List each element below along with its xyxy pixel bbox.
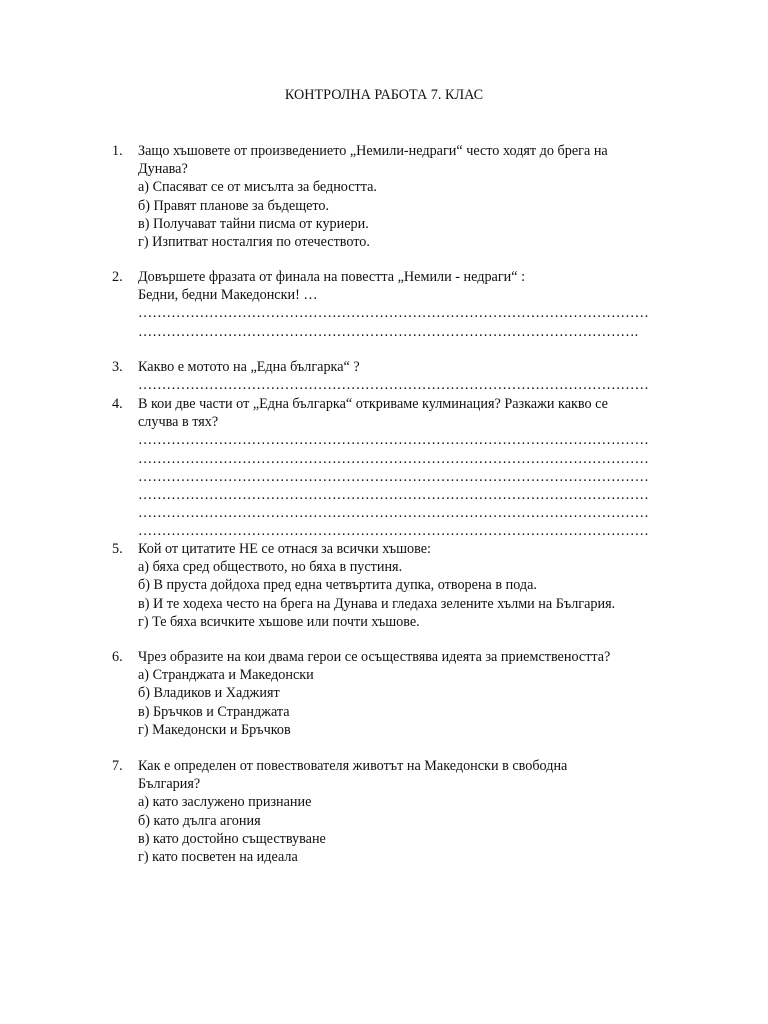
- page-title: КОНТРОЛНА РАБОТА 7. КЛАС: [284, 87, 484, 103]
- answer-blank-line: ………………………………………………………………………………………………: [138, 487, 649, 504]
- question-body: [138, 395, 712, 541]
- question-4: [112, 395, 712, 541]
- answer-option-d: г) Те бяха всичките хъшове или почти хъшове.: [138, 613, 420, 630]
- question-body: [138, 142, 712, 251]
- answer-option-c: в) И те ходеха често на брега на Дунава и гледаха зелените хълми на България.: [138, 595, 616, 612]
- question-number: 6.: [112, 649, 123, 665]
- answer-blank-line: ………………………………………………………………………………………………: [138, 468, 649, 485]
- answer-blank-line: ………………………………………………………………………………………………: [138, 505, 649, 522]
- question-body: [138, 648, 712, 739]
- answer-option-a: а) бяха сред обществото, но бяха в пустиня.: [138, 559, 403, 576]
- answer-option-b: б) Владиков и Хаджият: [138, 685, 280, 702]
- answer-option-d: г) като посветен на идеала: [138, 849, 298, 866]
- answer-blank-line: ………………………………………………………………………………………………: [138, 377, 649, 394]
- question-text: България?: [138, 776, 201, 793]
- question-text: Кой от цитатите НЕ се отнася за всички хъшове:: [138, 541, 431, 557]
- answer-option-a: а) като заслужено признание: [138, 794, 312, 811]
- question-body: [138, 540, 712, 631]
- question-text: Как е определен от повествователя животът на Македонски в свободна: [138, 758, 568, 774]
- answer-option-d: г) Македонски и Бръчков: [138, 721, 291, 738]
- question-text: случва в тях?: [138, 414, 219, 431]
- answer-option-a: а) Спасяват се от мисълта за бедността.: [138, 179, 377, 196]
- answer-option-b: б) Правят планове за бъдещето.: [138, 197, 330, 214]
- question-6: [112, 648, 712, 739]
- question-number: 4.: [112, 396, 123, 412]
- question-number: 3.: [112, 359, 123, 375]
- question-text: Бедни, бедни Македонски! …: [138, 287, 318, 304]
- answer-blank-line: …………………………………………………………………………………………….: [138, 323, 639, 340]
- answer-option-c: в) Получават тайни писма от куриери.: [138, 215, 369, 232]
- question-body: [138, 757, 712, 866]
- question-2: [112, 268, 712, 341]
- question-7: [112, 757, 712, 866]
- question-text: Чрез образите на кои двама герои се осъществява идеята за приемствеността?: [138, 649, 611, 665]
- question-1: [112, 142, 712, 251]
- question-number: 2.: [112, 269, 123, 285]
- question-text: Довършете фразата от финала на повестта „Немили - недраги“ :: [138, 269, 526, 285]
- question-5: [112, 540, 712, 631]
- answer-blank-line: ………………………………………………………………………………………………: [138, 432, 649, 449]
- question-number: 5.: [112, 541, 123, 557]
- question-text: Какво е мотото на „Една българка“ ?: [138, 359, 360, 375]
- question-number: 1.: [112, 143, 123, 159]
- question-body: [138, 358, 712, 394]
- answer-blank-line: ………………………………………………………………………………………………: [138, 450, 649, 467]
- answer-blank-line: ………………………………………………………………………………………………: [138, 305, 649, 322]
- question-text: Защо хъшовете от произведението „Немили-недраги“ често ходят до брега на: [138, 143, 608, 159]
- question-text: Дунава?: [138, 161, 188, 178]
- answer-option-b: б) като дълга агония: [138, 812, 261, 829]
- question-body: [138, 268, 712, 341]
- answer-option-b: б) В пруста дойдоха пред една четвъртита дупка, отворена в пода.: [138, 577, 537, 594]
- answer-option-c: в) Бръчков и Странджата: [138, 703, 290, 720]
- answer-option-c: в) като достойно съществуване: [138, 830, 326, 847]
- question-text: В кои две части от „Една българка“ откриваме кулминация? Разкажи какво се: [138, 396, 608, 412]
- answer-option-a: а) Странджата и Македонски: [138, 667, 314, 684]
- answer-option-d: г) Изпитват носталгия по отечеството.: [138, 234, 370, 251]
- question-3: [112, 358, 712, 394]
- answer-blank-line: ………………………………………………………………………………………………: [138, 523, 649, 540]
- question-number: 7.: [112, 758, 123, 774]
